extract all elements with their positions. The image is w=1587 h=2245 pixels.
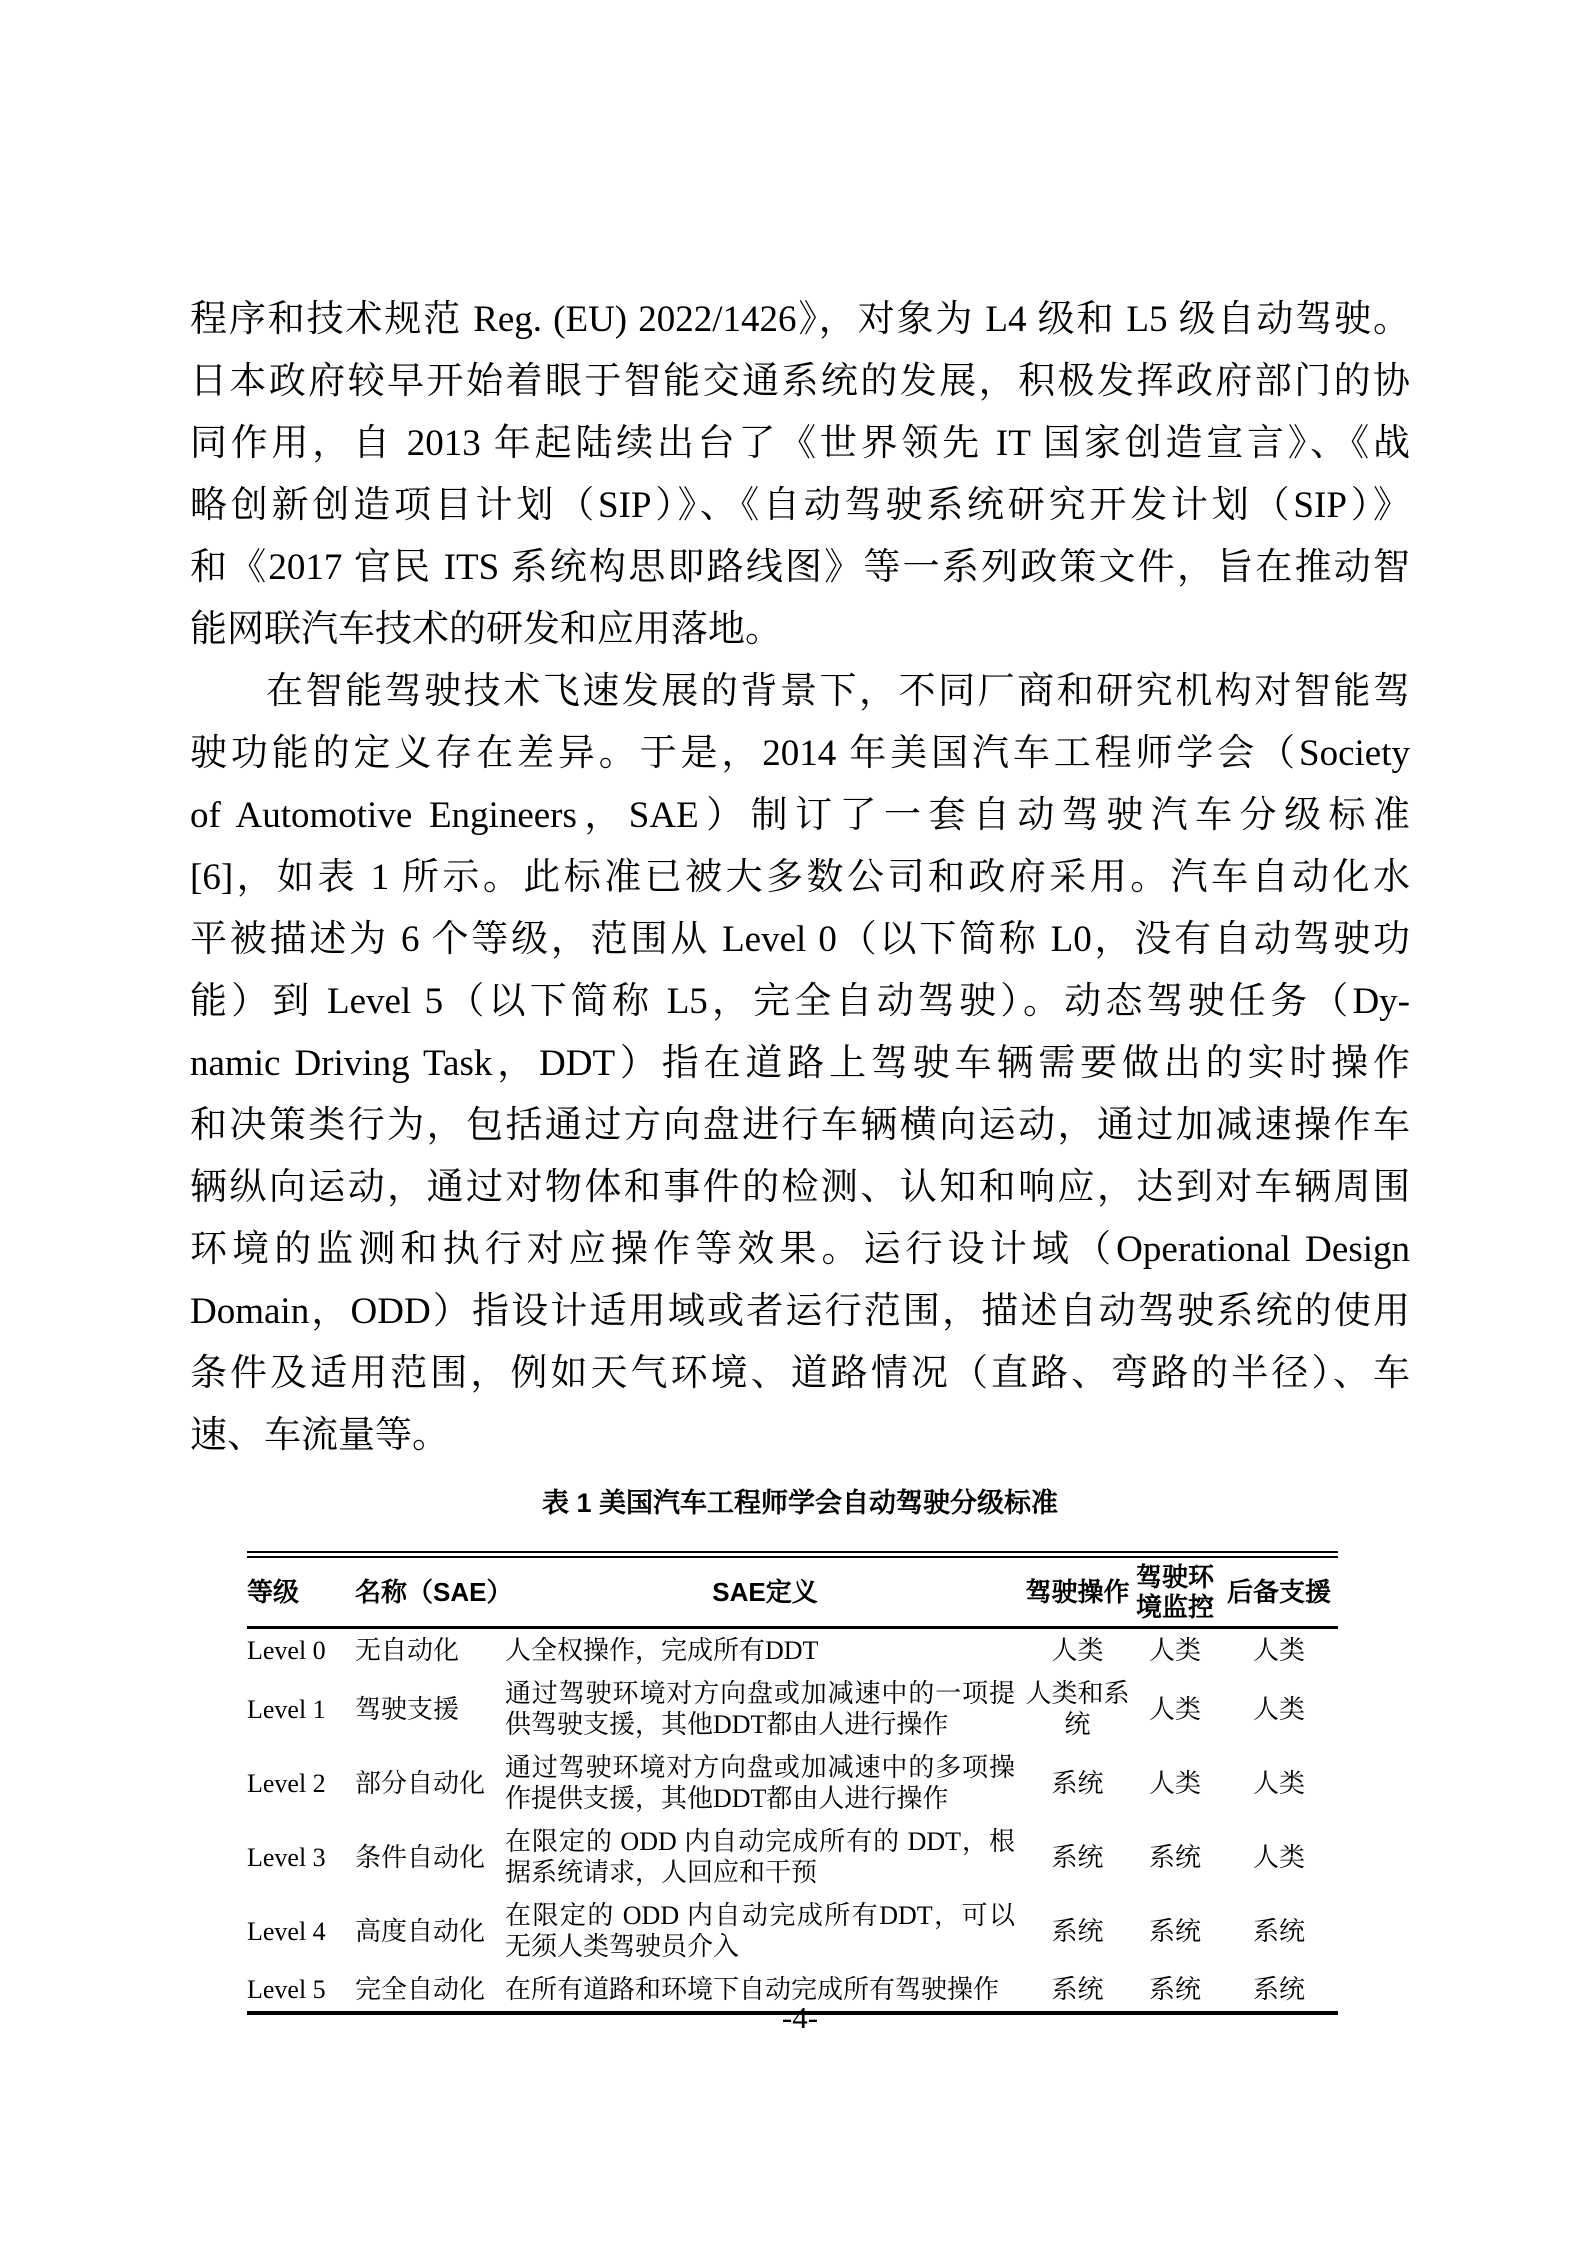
header-cell-operation: 驾驶操作: [1025, 1555, 1130, 1628]
cell-fallback: 人类: [1252, 1842, 1305, 1872]
cell-fallback: 人类: [1252, 1636, 1305, 1665]
text-line: 驶功能的定义存在差异。于是，2014 年美国汽车工程师学会（Society: [190, 733, 1410, 774]
text-line: 在智能驾驶技术飞速发展的背景下，不同厂商和研究机构对智能驾: [266, 671, 1410, 712]
cell-name: 无自动化: [355, 1636, 460, 1665]
cell-name: 条件自动化: [355, 1842, 486, 1872]
cell-operation: 人类: [1051, 1636, 1104, 1665]
table-row-level1: [247, 1672, 1338, 1746]
cell-fallback: 人类: [1252, 1694, 1305, 1724]
header-cell-level: 等级: [247, 1555, 355, 1628]
text-line: 和决策类行为，包括通过方向盘进行车辆横向运动，通过加减速操作车: [190, 1105, 1410, 1146]
cell-level: Level 0: [247, 1636, 326, 1665]
paragraph-policy: [190, 289, 1410, 661]
cell-monitoring: 人类: [1148, 1636, 1201, 1665]
cell-definition: 在所有道路和环境下自动完成所有驾驶操作: [505, 1975, 1000, 2004]
table-header-row: [247, 1555, 1338, 1628]
paragraph-sae-levels: [190, 661, 1410, 1467]
text-line: Domain，ODD）指设计适用域或者运行范围，描述自动驾驶系统的使用: [190, 1291, 1410, 1332]
cell-level: Level 2: [247, 1768, 326, 1798]
cell-name: 部分自动化: [355, 1768, 486, 1798]
cell-operation: 人类和系统: [1025, 1679, 1130, 1739]
sae-levels-table: [247, 1551, 1338, 2015]
cell-monitoring: 人类: [1148, 1768, 1201, 1798]
table-row-level2: [247, 1746, 1338, 1820]
cell-fallback: 人类: [1252, 1768, 1305, 1798]
cell-name: 完全自动化: [355, 1975, 486, 2004]
text-line: [6]，如表 1 所示。此标准已被大多数公司和政府采用。汽车自动化水: [190, 857, 1410, 898]
cell-fallback: 系统: [1252, 1975, 1305, 2004]
text-line: 能）到 Level 5（以下简称 L5，完全自动驾驶）。动态驾驶任务（Dy-: [190, 981, 1410, 1022]
text-line: 平被描述为 6 个等级，范围从 Level 0（以下简称 L0，没有自动驾驶功: [190, 919, 1410, 960]
text-line: 同作用，自 2013 年起陆续出台了《世界领先 IT 国家创造宣言》、《战: [190, 423, 1410, 464]
header-cell-definition: SAE定义: [505, 1555, 1025, 1628]
text-line: namic Driving Task，DDT）指在道路上驾驶车辆需要做出的实时操作: [190, 1043, 1410, 1084]
cell-operation: 系统: [1051, 1842, 1104, 1872]
cell-level: Level 4: [247, 1916, 326, 1946]
text-line: 环境的监测和执行对应操作等效果。运行设计域（Operational Design: [190, 1229, 1410, 1270]
page-number: -4-: [781, 2000, 819, 2035]
page-content: [190, 289, 1410, 2015]
text-line: 条件及适用范围，例如天气环境、道路情况（直路、弯路的半径）、车: [190, 1353, 1410, 1394]
text-line: 程序和技术规范 Reg. (EU) 2022/1426》，对象为 L4 级和 L5 级自动驾驶。: [190, 299, 1410, 340]
cell-level: Level 1: [247, 1694, 326, 1724]
cell-monitoring: 系统: [1148, 1916, 1201, 1946]
text-line: 辆纵向运动，通过对物体和事件的检测、认知和响应，达到对车辆周围: [190, 1167, 1410, 1208]
cell-operation: 系统: [1051, 1768, 1104, 1798]
text-line: 和《2017 官民 ITS 系统构思即路线图》等一系列政策文件，旨在推动智: [190, 547, 1410, 588]
header-cell-monitoring: 驾驶环境监控: [1130, 1555, 1220, 1628]
cell-name: 驾驶支援: [355, 1694, 460, 1724]
cell-operation: 系统: [1051, 1916, 1104, 1946]
text-line: 能网联汽车技术的研发和应用落地。: [190, 609, 782, 650]
cell-definition: 通过驾驶环境对方向盘或加减速中的多项操作提供支援，其他DDT都由人进行操作: [505, 1753, 1015, 1813]
cell-definition: 通过驾驶环境对方向盘或加减速中的一项提供驾驶支援，其他DDT都由人进行操作: [505, 1679, 1015, 1739]
table-row-level4: [247, 1894, 1338, 1968]
cell-level: Level 3: [247, 1842, 326, 1872]
text-line: of Automotive Engineers，SAE）制订了一套自动驾驶汽车分级标准: [190, 795, 1410, 836]
text-line: 速、车流量等。: [190, 1415, 449, 1456]
cell-name: 高度自动化: [355, 1916, 486, 1946]
cell-definition: 在限定的 ODD 内自动完成所有的 DDT，根据系统请求，人回应和干预: [505, 1827, 1015, 1887]
table-row-level3: [247, 1820, 1338, 1894]
cell-monitoring: 系统: [1148, 1975, 1201, 2004]
cell-definition: 人全权操作，完成所有DDT: [505, 1636, 819, 1665]
header-cell-name: 名称（SAE）: [355, 1555, 505, 1628]
cell-level: Level 5: [247, 1975, 326, 2004]
cell-definition: 在限定的 ODD 内自动完成所有DDT，可以无须人类驾驶员介入: [505, 1901, 1015, 1961]
table-row-level0: [247, 1628, 1338, 1673]
text-line: 日本政府较早开始着眼于智能交通系统的发展，积极发挥政府部门的协: [190, 361, 1410, 402]
cell-fallback: 系统: [1252, 1916, 1305, 1946]
table-caption: 表 1 美国汽车工程师学会自动驾驶分级标准: [541, 1488, 1059, 1518]
text-line: 略创新创造项目计划（SIP）》、《自动驾驶系统研究开发计划（SIP）》: [190, 485, 1410, 526]
cell-monitoring: 人类: [1148, 1694, 1201, 1724]
cell-monitoring: 系统: [1148, 1842, 1201, 1872]
cell-operation: 系统: [1051, 1975, 1104, 2004]
header-cell-fallback: 后备支援: [1220, 1555, 1338, 1628]
